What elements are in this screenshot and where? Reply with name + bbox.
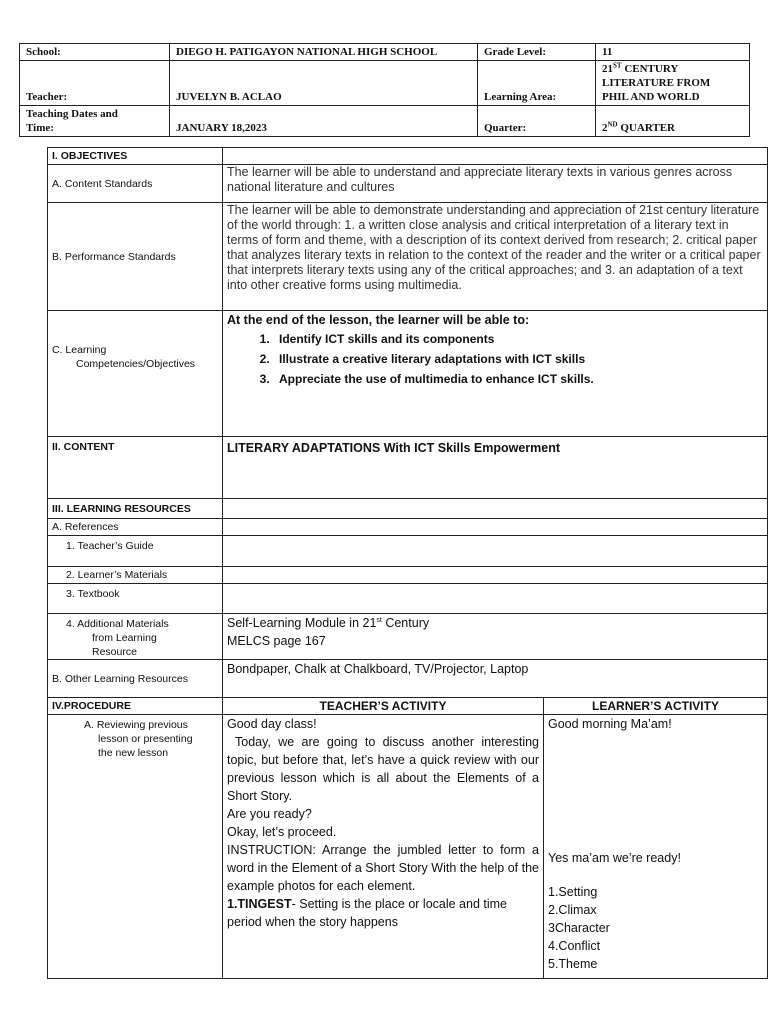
learner-activity-heading: LEARNER’S ACTIVITY [544,698,768,715]
learner-answer: 1.Setting [548,885,598,899]
teacher-item-1: 1.TINGEST- Setting is the place or locale and time period when the story happens [227,897,507,929]
competency-item: 2. Illustrate a creative literary adaptations with ICT skills [273,349,763,369]
teacher-intro: Today, we are going to discuss another interesting topic, but before that, let’s have a quick review with our previous lesson which is all about the Elements of a Short Story. [227,735,539,803]
learner-answer: 2.Climax [548,903,597,917]
learner-answer: 4.Conflict [548,939,601,953]
procedure-heading: IV.PROCEDURE [48,698,223,715]
teacher-activity-heading: TEACHER’S ACTIVITY [223,698,544,715]
teachers-guide-label: 1. Teacher’s Guide [48,536,223,567]
content-standards-label: A. Content Standards [48,165,223,203]
objectives-heading: I. OBJECTIVES [48,148,223,165]
teacher-value: JUVELYN B. ACLAO [170,61,478,106]
quarter-label: Quarter: [478,106,596,137]
references-label: A. References [48,519,223,536]
performance-standards-text: The learner will be able to demonstrate understanding and appreciation of 21st century literature of the world through: 1. a written close analysis and critical interpretation of a literary text in terms of form and theme, with a description of its context derived from research; 2. critical paper that analyzes literary texts in relation to the context of the reader and the writer or a critical paper that interprets literary texts using any of the critical approaches; and 3. an adaptation of a text into other creative forms using multimedia. [223,203,768,311]
learners-materials-label: 2. Learner’s Materials [48,567,223,584]
learner-activity-cell [544,715,768,979]
dates-label: Teaching Dates and Time: [20,106,170,137]
additional-materials-text: Self-Learning Module in 21st Century MELCS page 167 [223,614,768,660]
step-a-label: A. Reviewing previous lesson or presenting the new lesson [48,715,223,979]
content-heading: II. CONTENT [48,437,223,499]
learner-ready: Yes ma’am we’re ready! [548,851,681,865]
dates-value: JANUARY 18,2023 [170,106,478,137]
resources-heading: III. LEARNING RESOURCES [48,499,223,519]
area-value: 21ST CENTURY LITERATURE FROM PHIL AND WORLD [596,61,750,106]
learner-greeting: Good morning Ma’am! [548,717,672,731]
content-text: LITERARY ADAPTATIONS With ICT Skills Empowerment [223,437,768,499]
additional-materials-label: 4. Additional Materials from Learning Resource [48,614,223,660]
school-value: DIEGO H. PATIGAYON NATIONAL HIGH SCHOOL [170,44,478,61]
school-label: School: [20,44,170,61]
teacher-label: Teacher: [20,61,170,106]
learner-answer: 3Character [548,921,610,935]
competencies-list [227,329,763,389]
performance-standards-label: B. Performance Standards [48,203,223,311]
area-label: Learning Area: [478,61,596,106]
textbook-label: 3. Textbook [48,584,223,614]
teacher-activity-cell [223,715,544,979]
learner-answer: 5.Theme [548,957,598,971]
grade-label: Grade Level: [478,44,596,61]
header-table [19,43,750,137]
teacher-ready: Are you ready? [227,807,312,821]
grade-value: 11 [596,44,750,61]
teacher-instruction: INSTRUCTION: Arrange the jumbled letter to form a word in the Element of a Short Story With the help of the example photos for each element. [227,843,539,893]
competencies-label: C. Learning Competencies/Objectives [48,311,223,437]
teacher-greeting: Good day class! [227,717,317,731]
competencies-intro: At the end of the lesson, the learner will be able to: [227,313,530,327]
content-standards-text: The learner will be able to understand and appreciate literary texts in various genres across national literature and cultures [223,165,768,203]
competency-item: 3. Appreciate the use of multimedia to enhance ICT skills. [273,369,763,389]
lesson-plan-table [47,147,768,979]
other-resources-text: Bondpaper, Chalk at Chalkboard, TV/Projector, Laptop [223,660,768,698]
quarter-value: 2ND QUARTER [596,106,750,137]
competency-item: 1. Identify ICT skills and its components [273,329,763,349]
teacher-proceed: Okay, let’s proceed. [227,825,337,839]
competencies-cell [223,311,768,437]
other-resources-label: B. Other Learning Resources [48,660,223,698]
